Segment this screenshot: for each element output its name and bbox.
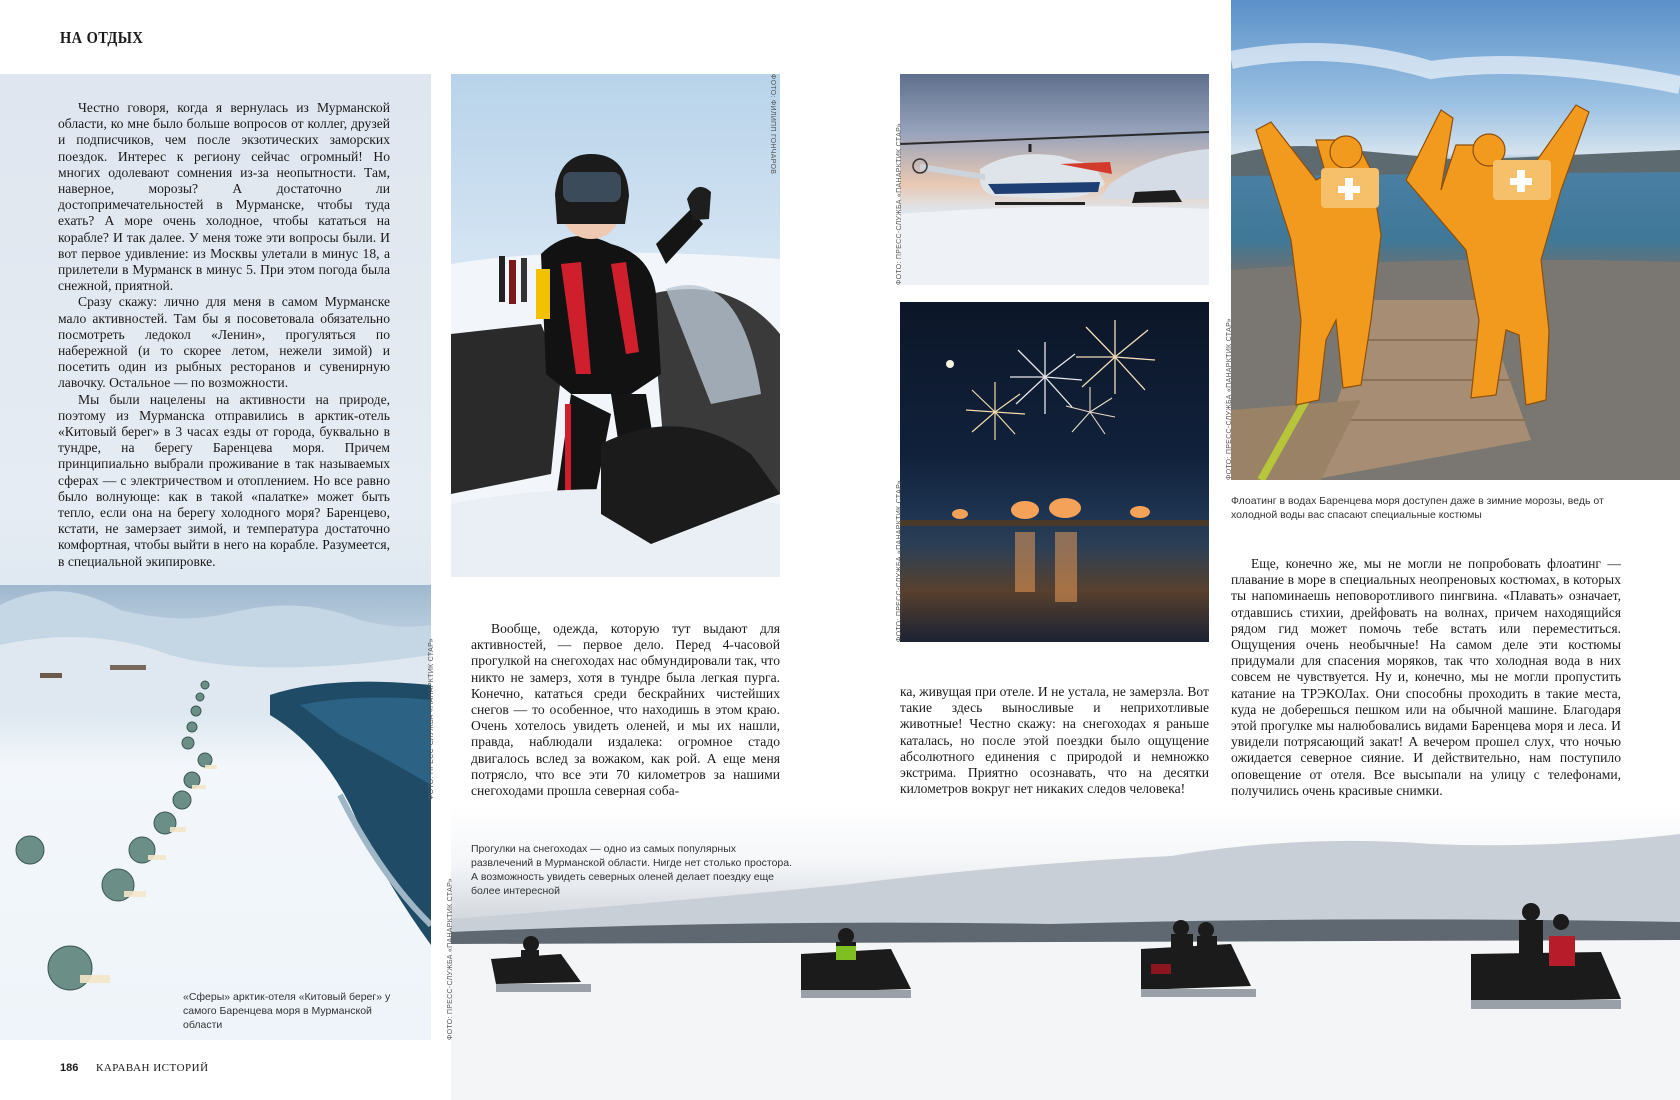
paragraph: Мы были нацелены на активности на природе, поэтому из Мурманска отправились в арктик-отель «Китовый берег» в 3 часах езды от города, буквально в тундре, на берегу Баренцева моря. Причем принципиально выбрали проживание в так называемых сферах — с электричеством и отоплением. Но все равно было волнующе: как в такой «палатке» может быть тепло, если она на берегу холодного моря? Баренцево, кстати, не замерзает зимой, и температура достаточно комфортная, чтобы выйти в него на корабле. Разумеется, в специальной экипировке. xyxy=(58,391,390,569)
paragraph: Сразу скажу: лично для меня в самом Мурманске мало активностей. Там бы я посоветовала обязательно посмотреть ледокол «Ленин», прогуляться по набережной (и то скорее летом, нежели зимой) и посетить один из рыбных ресторанов и сувенирную лавочку. Остальное — по возможности. xyxy=(58,294,390,391)
snowmobiles-credit: ФОТО: ПРЕСС-СЛУЖБА «ПАНАРКТИК СТАР» xyxy=(447,878,454,1040)
floating-suits-photo xyxy=(1231,0,1680,480)
woman-illustration xyxy=(451,74,780,577)
helicopter-photo xyxy=(900,74,1209,285)
suits-illustration xyxy=(1231,0,1680,480)
helicopter-credit: ФОТО: ПРЕСС-СЛУЖБА «ПАНАРКТИК СТАР» xyxy=(896,123,903,285)
paragraph: Честно говоря, когда я вернулась из Мурманской области, ко мне было больше вопросов от коллег, друзей и подписчиков, чем после экзотических заморских поездок. Интерес к региону сейчас огромный! Но многих одолевают сомнения из-за неопытности. Там, наверное, морозы? А достаточно ли достопримечательностей в Мурманске, чтобы туда ехать? А море очень холодное, чтобы кататься на корабле? И так далее. У меня тоже эти вопросы были. И вот первое удивление: из Москвы улетали в минус 18, а прилетели в Мурманск в минус 5. При этом погода была снежной, приятной. xyxy=(58,100,390,294)
column1-text xyxy=(58,100,390,570)
section-title: НА ОТДЫХ xyxy=(60,28,144,47)
spheres-caption: «Сферы» арктик-отеля «Китовый берег» у самого Баренцева моря в Мурманской области xyxy=(183,991,391,1031)
column4-text xyxy=(1231,556,1621,799)
fireworks-credit: ФОТО: ПРЕСС-СЛУЖБА «ПАНАРКТИК СТАР» xyxy=(896,480,903,642)
fireworks-photo xyxy=(900,302,1209,642)
column3-text xyxy=(900,684,1209,797)
suits-caption: Флоатинг в водах Баренцева моря доступен даже в зимние морозы, ведь от холодной воды вас спасают специальные костюмы xyxy=(1231,495,1604,521)
spheres-photo xyxy=(0,585,431,1040)
suits-credit: ФОТО: ПРЕСС-СЛУЖБА «ПАНАРКТИК СТАР» xyxy=(1226,318,1233,480)
snowmobiles-caption: Прогулки на снегоходах — одно из самых популярных развлечений в Мурманской области. Нигде нет столько простора. А возможность увидеть северных оленей делает поездку еще более интересной xyxy=(471,843,793,897)
paragraph: Вообще, одежда, которую тут выдают для активностей, — первое дело. Перед 4-часовой прогулкой на снегоходах нас обмундировали так, что никто не замерз, хотя в тундре была легкая пурга. Конечно, кататься среди бескрайних чистейших снегов — то особенное, что находишь в этом краю. Очень хотелось увидеть оленей, и мы их нашли, правда, наблюдали издалека: огромное стадо двигалось вслед за вожаком, как рой. А еще меня потрясло, что все эти 70 километров за нашими снегоходами прошла северная соба- xyxy=(471,621,780,799)
magazine-name: КАРАВАН ИСТОРИЙ xyxy=(96,1062,209,1074)
paragraph: Еще, конечно же, мы не могли не попробовать флоатинг — плавание в море в специальных неопреновых костюмах, в которых ты напоминаешь неповоротливого пингвина. «Плавать» означает, отдавшись стихии, дрейфовать на волнах, причем находящийся рядом гид может помочь тебе встать или переместиться. Ощущения очень необычные! На самом деле эти костюмы придумали для спасения моряков, так что холодная вода в них совсем не чувствуется. Ну и, конечно, мы не могли пропустить катание на ТРЭКОЛах. Они способны проходить в такие места, куда не доберешься пешком или на обычной машине. Благодаря этой прогулке мы налюбовались видами Баренцева моря и леса. И увидели потрясающий закат! А вечером прошел слух, что ночью ожидается северное сияние. И действительно, нам поступило оповещение от отеля. Все высыпали на улицу с телефонами, получились очень красивые снимки. xyxy=(1231,556,1621,798)
spheres-credit: ФОТО: ПРЕСС-СЛУЖБА «ПАНАРКТИК СТАР» xyxy=(428,638,435,800)
column2-text xyxy=(471,621,780,799)
fireworks-illustration xyxy=(900,302,1209,642)
helicopter-illustration xyxy=(900,74,1209,285)
page-number: 186 xyxy=(60,1062,79,1074)
paragraph: ка, живущая при отеле. И не устала, не замерзла. Вот такие здесь выносливые и неприхотливые животные! Честно скажу: на снегоходах я раньше каталась, но после этой поездки было ощущение абсолютного единения с природой и немножко экстрима. Приятно осознавать, что на десятки километров вокруг нет никаких следов человека! xyxy=(900,684,1209,797)
spheres-illustration xyxy=(0,585,431,1040)
woman-photo-credit: ФОТО: ФИЛИПП ГОНЧАРОВ xyxy=(769,74,776,175)
snowmobile-woman-photo xyxy=(451,74,780,577)
